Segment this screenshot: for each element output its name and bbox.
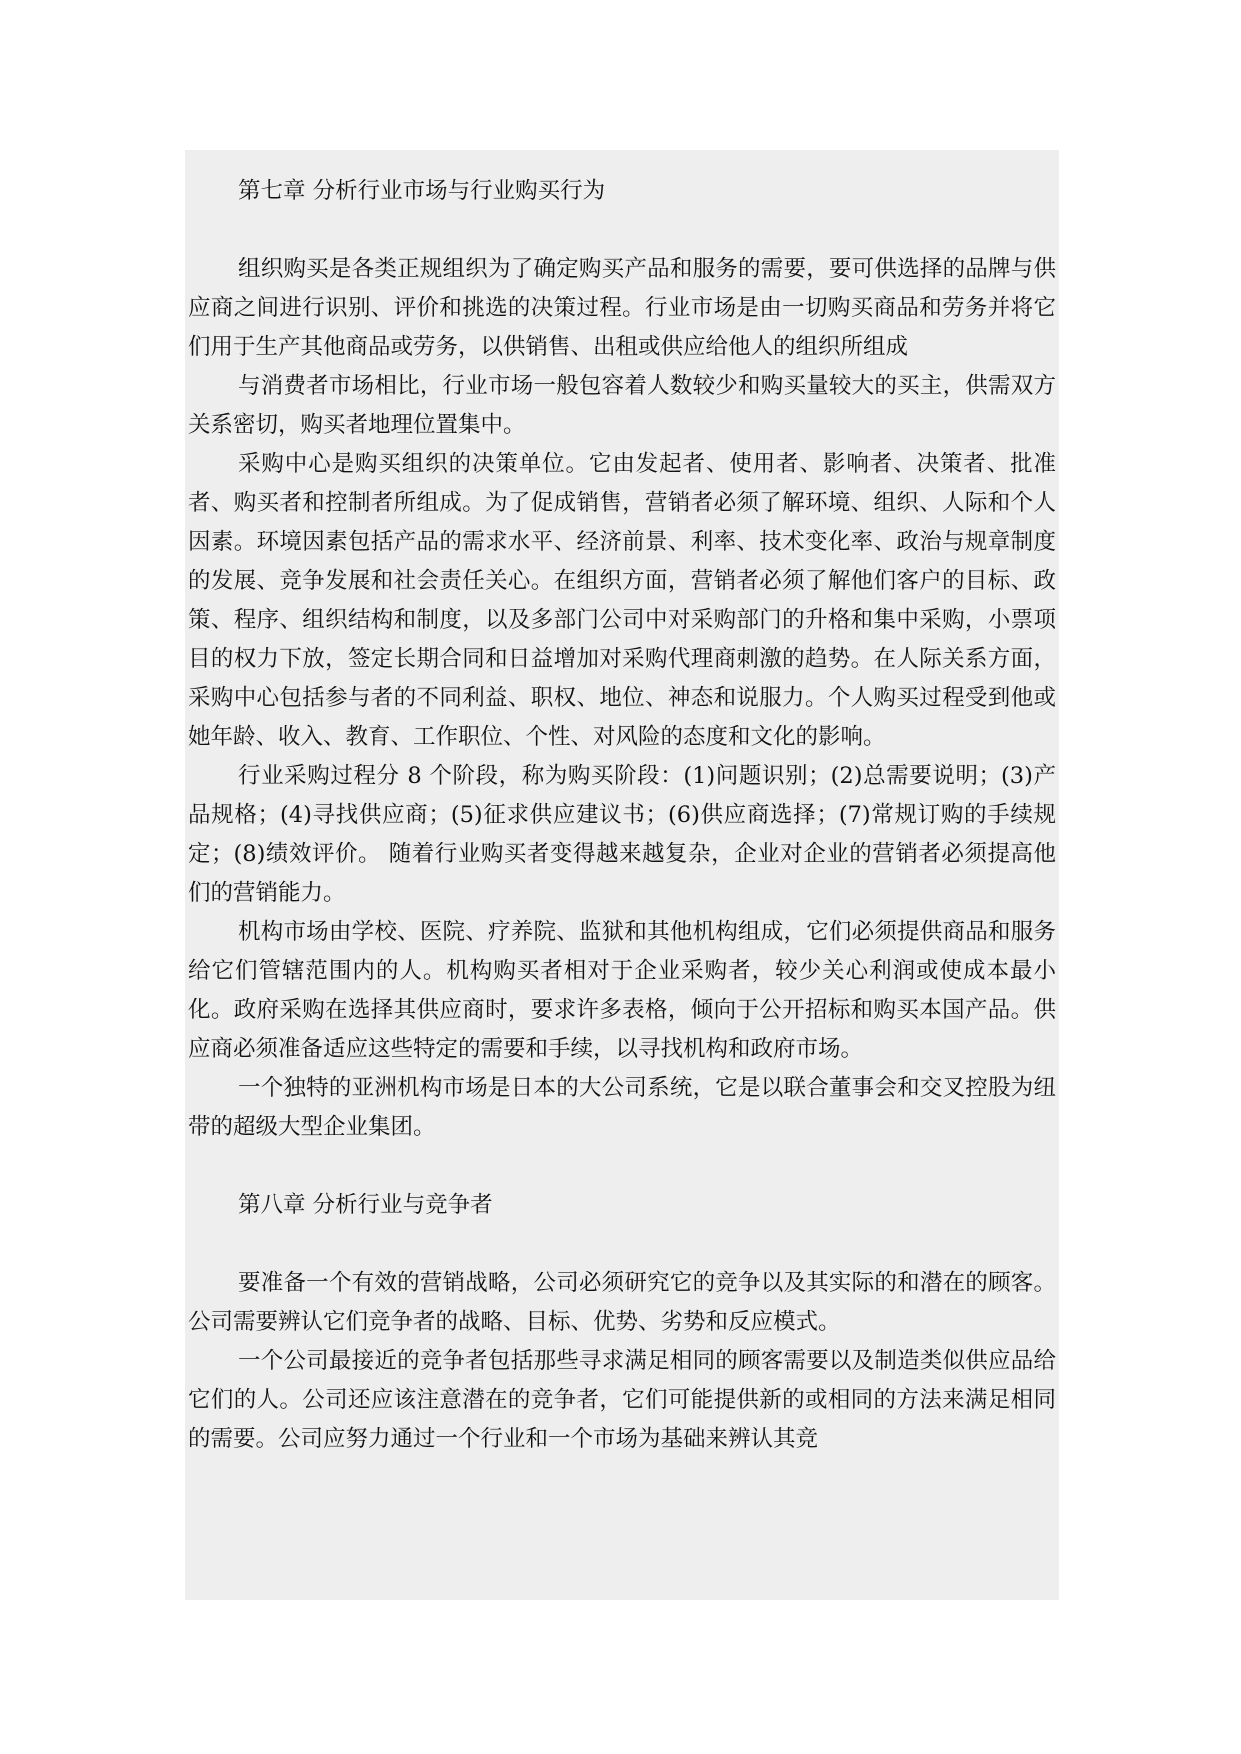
chapter-7-paragraph-5: 机构市场由学校、医院、疗养院、监狱和其他机构组成，它们必须提供商品和服务给它们管辖范围内的人。机构购买者相对于企业采购者，较少关心利润或使成本最小化。政府采购在选择其供应商时，要求许多表格，倾向于公开招标和购买本国产品。供应商必须准备适应这些特定的需要和手续，以寻找机构和政府市场。 bbox=[188, 919, 1056, 1062]
chapter-7-title: 第七章 分析行业市场与行业购买行为 bbox=[238, 178, 606, 204]
chapter-7-paragraph-6: 一个独特的亚洲机构市场是日本的大公司系统，它是以联合董事会和交叉控股为纽带的超级大型企业集团。 bbox=[188, 1075, 1056, 1140]
chapter-7-paragraph-1: 组织购买是各类正规组织为了确定购买产品和服务的需要，要可供选择的品牌与供应商之间进行识别、评价和挑选的决策过程。行业市场是由一切购买商品和劳务并将它们用于生产其他商品或劳务，以供销售、出租或供应给他人的组织所组成 bbox=[188, 256, 1056, 360]
chapter-7-paragraph-3: 采购中心是购买组织的决策单位。它由发起者、使用者、影响者、决策者、批准者、购买者和控制者所组成。为了促成销售，营销者必须了解环境、组织、人际和个人因素。环境因素包括产品的需求水平、经济前景、利率、技术变化率、政治与规章制度的发展、竞争发展和社会责任关心。在组织方面，营销者必须了解他们客户的目标、政策、程序、组织结构和制度，以及多部门公司中对采购部门的升格和集中采购，小票项目的权力下放，签定长期合同和日益增加对采购代理商刺激的趋势。在人际关系方面，采购中心包括参与者的不同利益、职权、地位、神态和说服力。个人购买过程受到他或她年龄、收入、教育、工作职位、个性、对风险的态度和文化的影响。 bbox=[188, 451, 1056, 750]
chapter-7-paragraph-4: 行业采购过程分 8 个阶段，称为购买阶段：(1)问题识别；(2)总需要说明；(3)产品规格；(4)寻找供应商；(5)征求供应建议书；(6)供应商选择；(7)常规订购的手续规定；(8)绩效评价。 随着行业购买者变得越来越复杂，企业对企业的营销者必须提高他们的营销能力。 bbox=[188, 763, 1056, 906]
chapter-8-title: 第八章 分析行业与竞争者 bbox=[238, 1192, 493, 1218]
document-page bbox=[185, 150, 1059, 1600]
chapter-8-paragraph-2: 一个公司最接近的竞争者包括那些寻求满足相同的顾客需要以及制造类似供应品给它们的人。公司还应该注意潜在的竞争者，它们可能提供新的或相同的方法来满足相同的需要。公司应努力通过一个行业和一个市场为基础来辨认其竞 bbox=[188, 1348, 1056, 1452]
chapter-7-paragraph-2: 与消费者市场相比，行业市场一般包容着人数较少和购买量较大的买主，供需双方关系密切，购买者地理位置集中。 bbox=[188, 373, 1056, 438]
document-content bbox=[188, 150, 1056, 1459]
chapter-8-paragraph-1: 要准备一个有效的营销战略，公司必须研究它的竞争以及其实际的和潜在的顾客。公司需要辨认它们竞争者的战略、目标、优势、劣势和反应模式。 bbox=[188, 1270, 1056, 1335]
